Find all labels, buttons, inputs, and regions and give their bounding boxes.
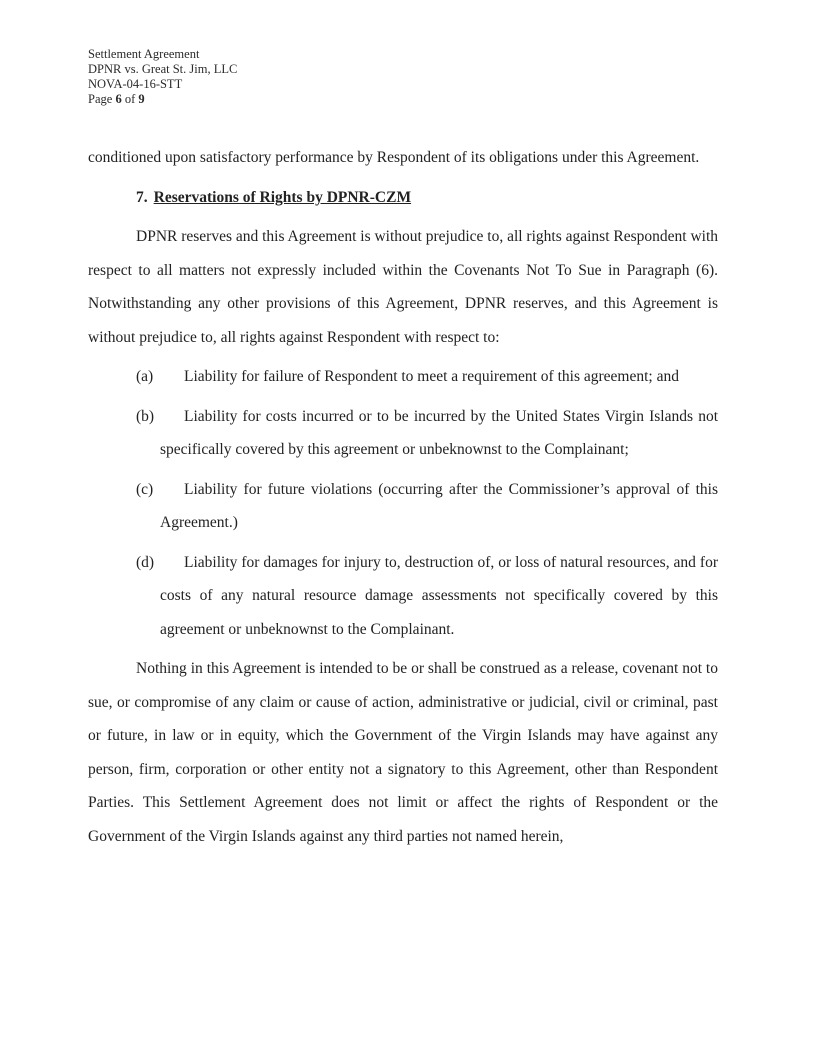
list-item xyxy=(88,473,718,540)
list-item xyxy=(88,400,718,467)
list-item-label: (a) xyxy=(136,368,154,385)
page-mid: of xyxy=(121,92,139,106)
continuation-paragraph: conditioned upon satisfactory performance by Respondent of its obligations under this Agreement. xyxy=(88,149,700,166)
list-item-text: Liability for damages for injury to, destruction of, or loss of natural resources, and for costs of any natural resource damage assessments not specifically covered by this agreement or unbeknownst to the Complainant. xyxy=(160,553,718,638)
section-heading xyxy=(88,181,718,215)
list-item-text: Liability for costs incurred or to be incurred by the United States Virgin Islands not specifically covered by this agreement or unbeknownst to the Complainant; xyxy=(160,407,718,458)
nothing-in-agreement-paragraph: Nothing in this Agreement is intended to be or shall be construed as a release, covenant not to sue, or compromise of any claim or cause of action, administrative or judicial, civil or criminal, past or future, in law or in equity, which the Government of the Virgin Islands may have against any person, firm, corporation or other entity not a signatory to this Agreement, other than Respondent Parties. This Settlement Agreement does not limit or affect the rights of Respondent or the Government of the Virgin Islands against any third parties not named herein, xyxy=(88,660,718,845)
header-case-name: DPNR vs. Great St. Jim, LLC xyxy=(88,62,238,76)
page-current: 6 xyxy=(115,92,122,106)
page-prefix: Page xyxy=(88,92,116,106)
document-body xyxy=(88,141,718,853)
page-header xyxy=(88,47,237,107)
list-item xyxy=(88,546,718,647)
list-item-label: (c) xyxy=(136,480,154,498)
page-total: 9 xyxy=(138,92,145,106)
reservations-list xyxy=(88,360,718,646)
list-item xyxy=(88,360,718,394)
list-item-text: Liability for future violations (occurring after the Commissioner’s approval of this Agreement.) xyxy=(160,480,718,531)
header-page-number xyxy=(88,92,237,107)
section-number: 7. xyxy=(136,188,148,206)
section-title: Reservations of Rights by DPNR-CZM xyxy=(153,188,412,206)
list-item-label: (b) xyxy=(136,407,155,425)
list-item-label: (d) xyxy=(136,553,155,571)
list-item-text: Liability for failure of Respondent to meet a requirement of this agreement; and xyxy=(184,368,679,385)
header-title: Settlement Agreement xyxy=(88,47,200,61)
reservations-paragraph: DPNR reserves and this Agreement is without prejudice to, all rights against Respondent with respect to all matters not expressly included within the Covenants Not To Sue in Paragraph (6). Notwithstanding any other provisions of this Agreement, DPNR reserves, and this Agreement is without prejudice to, all rights against Respondent with respect to: xyxy=(88,228,719,346)
header-case-number: NOVA-04-16-STT xyxy=(88,77,183,91)
